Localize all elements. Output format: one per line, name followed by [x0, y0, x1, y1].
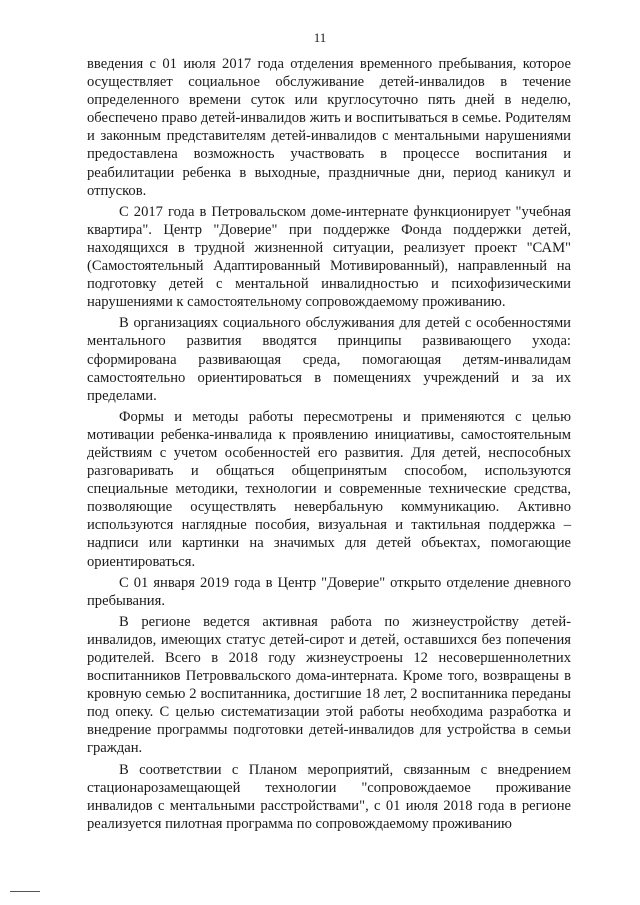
paragraph-6: В регионе ведется активная работа по жизнеустройству детей-инвалидов, имеющих статус детей-сирот и детей, оставшихся без попечения родителей. Всего в 2018 году жизнеустроены 12 несовершеннолетних воспитанников Петроввальского дома-интерната. Кроме того, возвращены в кровную семью 2 воспитанника, достигшие 18 лет, 2 воспитанника переданы под опеку. С целью систематизации этой работы необходима разработка и внедрение программы подготовки детей-инвалидов для устройства в семьи граждан. — [87, 613, 571, 757]
paragraph-2: С 2017 года в Петровальском доме-интернате функционирует "учебная квартира". Центр "Доверие" при поддержке Фонда поддержки детей, находящихся в трудной жизненной ситуации, реализует проект "САМ" (Самостоятельный Адаптированный Мотивированный), направленный на подготовку детей с ментальной инвалидностью и психофизическими нарушениями к самостоятельному сопровождаемому проживанию. — [87, 203, 571, 311]
document-body — [87, 55, 571, 836]
paragraph-5: С 01 января 2019 года в Центр "Доверие" открыто отделение дневного пребывания. — [87, 574, 571, 609]
paragraph-1: введения с 01 июля 2017 года отделения временного пребывания, которое осуществляет социальное обслуживание детей-инвалидов в течение определенного времени суток или круглосуточно пять дней в неделю, обеспечено право детей-инвалидов жить и воспитываться в семье. Родителям и законным представителям детей-инвалидов с ментальными нарушениями предоставлена возможность участвовать в процессе воспитания и реабилитации ребенка в выходные, праздничные дни, период каникул и отпусков. — [87, 56, 571, 199]
paragraph-3: В организациях социального обслуживания для детей с особенностями ментального развития вводятся принципы развивающего ухода: сформирована развивающая среда, помогающая детям-инвалидам самостоятельно ориентироваться в помещениях учреждений и за их пределами. — [87, 315, 571, 404]
paragraph-4: Формы и методы работы пересмотрены и применяются с целью мотивации ребенка-инвалида к проявлению инициативы, самостоятельным действиям с учетом особенностей его развития. Для детей, неспособных разговаривать и общаться общепринятым способом, используются специальные методики, технологии и современные технические средства, позволяющие осуществлять невербальную коммуникацию. Активно используются наглядные пособия, визуальная и тактильная поддержка – надписи или картинки на значимых для детей объектах, помогающие ориентироваться. — [87, 408, 571, 570]
page-number: 11 — [313, 30, 327, 45]
paragraph-7: В соответствии с Планом мероприятий, связанным с внедрением стационарозамещающей технологии "сопровождаемое проживание инвалидов с ментальными расстройствами", с 01 июля 2018 года в регионе реализуется пилотная программа по сопровождаемому проживанию — [87, 761, 571, 832]
footnote-rule — [10, 891, 40, 892]
